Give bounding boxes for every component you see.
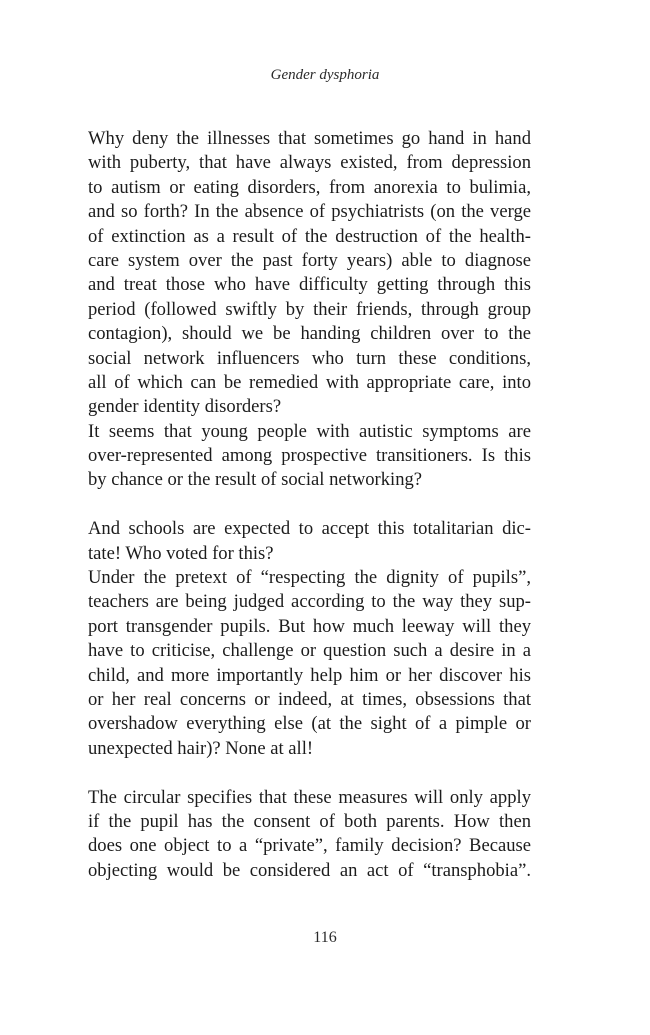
- text-line: period (followed swiftly by their friends, through group: [88, 298, 531, 320]
- body-text: [88, 127, 531, 883]
- text-line: with puberty, that have always existed, from depression: [88, 152, 531, 174]
- text-line: over-represented among prospective transitioners. Is this: [88, 445, 531, 467]
- text-line: objecting would be considered an act of “transphobia”.: [88, 859, 531, 881]
- paragraph: [88, 786, 531, 884]
- text-line: Under the pretext of “respecting the dignity of pupils”,: [88, 567, 531, 589]
- page-number: 116: [313, 929, 337, 946]
- text-line: Why deny the illnesses that sometimes go hand in hand: [88, 128, 531, 149]
- text-line: port transgender pupils. But how much leeway will they: [88, 615, 531, 637]
- paragraph: [88, 517, 531, 566]
- text-line: does one object to a “private”, family decision? Because: [88, 835, 531, 857]
- text-line: unexpected hair)? None at all!: [88, 737, 314, 759]
- paragraph-gap: [88, 493, 531, 517]
- paragraph-gap: [88, 761, 531, 785]
- text-line: all of which can be remedied with appropriate care, into: [88, 371, 531, 393]
- text-line: have to criticise, challenge or question such a desire in a: [88, 640, 531, 662]
- text-line: social network influencers who turn these conditions,: [88, 347, 531, 369]
- text-line: gender identity disorders?: [88, 396, 282, 418]
- text-line: tate! Who voted for this?: [88, 542, 274, 564]
- text-line: contagion), should we be handing children over to the: [88, 323, 531, 345]
- text-line: teachers are being judged according to the way they sup-: [88, 591, 531, 613]
- text-line: of extinction as a result of the destruction of the health-: [88, 225, 531, 247]
- text-line: or her real concerns or indeed, at times, obsessions that: [88, 688, 531, 710]
- text-line: to autism or eating disorders, from anorexia to bulimia,: [88, 176, 531, 198]
- text-line: by chance or the result of social networking?: [88, 469, 423, 491]
- running-head: Gender dysphoria: [270, 67, 380, 83]
- text-line: It seems that young people with autistic symptoms are: [88, 420, 531, 442]
- text-line: and so forth? In the absence of psychiatrists (on the verge: [88, 201, 531, 223]
- text-line: And schools are expected to accept this totalitarian dic-: [88, 518, 531, 540]
- paragraph: [88, 566, 531, 761]
- text-line: child, and more importantly help him or her discover his: [88, 664, 531, 686]
- paragraph: [88, 420, 531, 493]
- text-line: if the pupil has the consent of both parents. How then: [88, 810, 531, 832]
- paragraph: [88, 127, 531, 420]
- text-line: care system over the past forty years) able to diagnose: [88, 249, 531, 271]
- text-line: The circular specifies that these measures will only apply: [88, 786, 531, 808]
- text-line: and treat those who have difficulty getting through this: [88, 274, 531, 296]
- text-line: overshadow everything else (at the sight of a pimple or: [88, 713, 531, 735]
